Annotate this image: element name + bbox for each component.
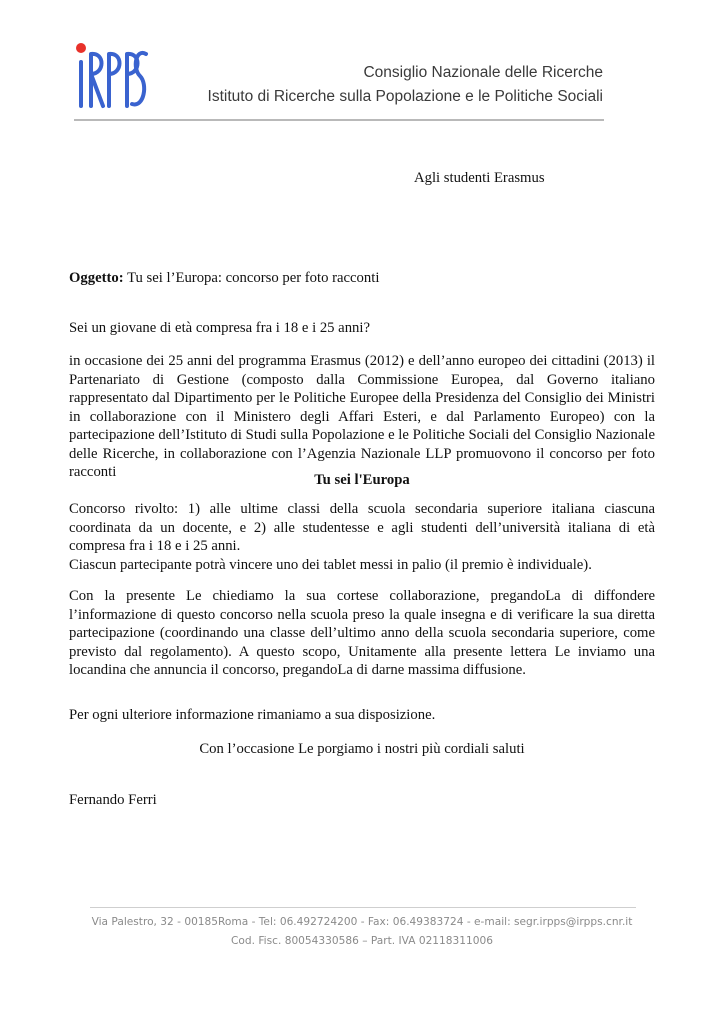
irpps-logo [74,40,150,114]
paragraph-eligibility [69,500,655,574]
signature: Fernando Ferri [69,792,157,808]
footer-tax-info: Cod. Fisc. 80054330586 – Part. IVA 02118311006 [231,935,493,947]
recipient: Agli studenti Erasmus [414,170,545,186]
header-divider [74,119,604,121]
subject-text: Tu sei l’Europa: concorso per foto racconti [123,270,380,286]
paragraph-request: Con la presente Le chiediamo la sua cortese collaborazione, pregandoLa di diffondere l’informazione di questo concorso nella scuola preso la quale insegna e di verificare la sua diretta partecipazione (coordinando una classe dell’ultimo anno della scuola secondaria superiore, come previsto dal regolamento). A questo scopo, Unitamente alla presente lettera Le inviamo una locandina che annuncia il concorso, pregandoLa di darne massima diffusione. [69,588,655,678]
footer-divider [90,907,636,908]
footer-address: Via Palestro, 32 - 00185Roma - Tel: 06.492724200 - Fax: 06.49383724 - e-mail: segr.irpps@irpps.cnr.it [91,916,633,928]
eligibility-text: Concorso rivolto: 1) alle ultime classi della scuola secondaria superiore italiana ciascuna coordinata da un docente, e 2) alle studentesse e agli studenti dell’università italiana di età compresa fra i 18 e i 25 anni. [69,501,655,554]
closing-greeting: Con l’occasione Le porgiamo i nostri più cordiali saluti [199,741,525,757]
prize-text: Ciascun partecipante potrà vincere uno dei tablet messi in palio (il premio è individuale). [69,556,592,573]
intro-question: Sei un giovane di età compresa fra i 18 e i 25 anni? [69,320,370,336]
paragraph-introduction: in occasione dei 25 anni del programma Erasmus (2012) e dell’anno europeo dei cittadini (2013) il Partenariato di Gestione (composto dalla Commissione Europea, dal Governo italiano rappresentato dal Dipartimento per le Politiche Europee della Presidenza del Consiglio dei Ministri in collaborazione con il Ministero degli Affari Esteri, e dal Parlamento Europeo) con la partecipazione dell’Istituto di Studi sulla Popolazione e le Politiche Sociali del Consiglio Nazionale delle Ricerche, in collaborazione con l’Agenzia Nazionale LLP promuovono il concorso per foto racconti [69,353,655,480]
info-line: Per ogni ulteriore informazione rimaniamo a sua disposizione. [69,707,436,723]
subject-line [69,269,379,288]
contest-title: Tu sei l'Europa [314,472,410,488]
subject-label: Oggetto: [69,270,124,286]
institute-name: Istituto di Ricerche sulla Popolazione e le Politiche Sociali [207,88,603,105]
organization-name: Consiglio Nazionale delle Ricerche [363,64,603,81]
